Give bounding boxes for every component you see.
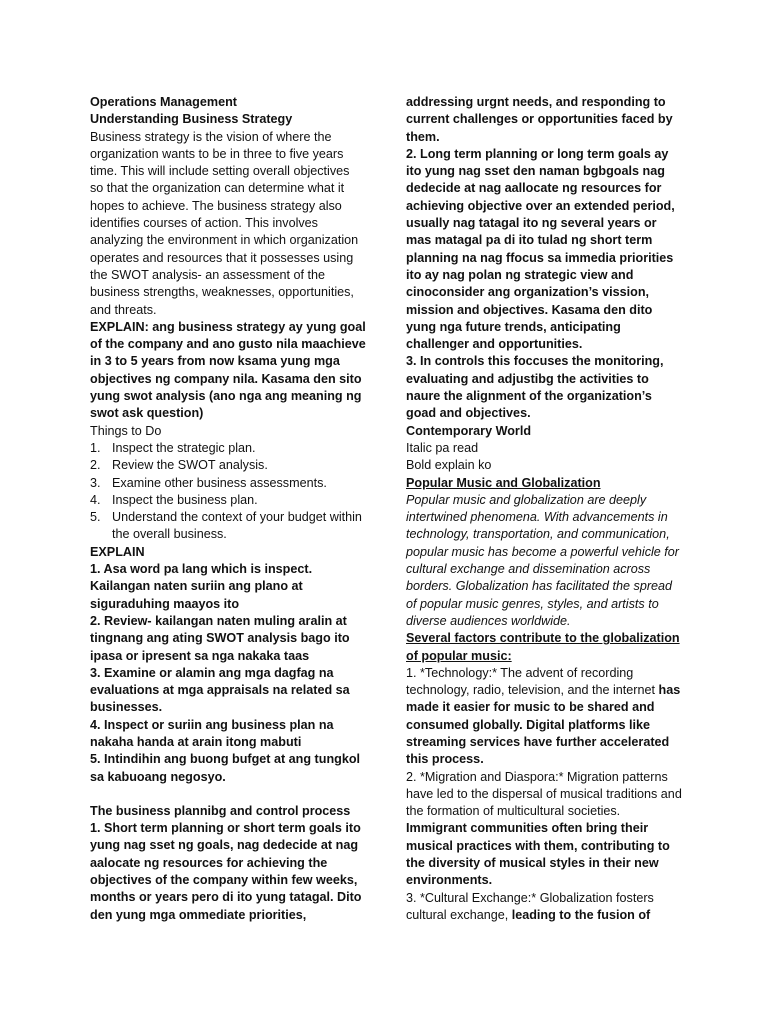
factor-2 [406, 769, 682, 890]
explain-item: 3. Examine or alamin ang mga dagfag na evaluations at mga appraisals na related sa businesses. [90, 665, 350, 715]
list-item: 2. Review the SWOT analysis. [90, 458, 268, 473]
factor-1-text: 1. *Technology:* The advent of recording technology, radio, television, and the internet [406, 665, 659, 698]
contemporary-world-title: Contemporary World [406, 423, 532, 438]
right-column [406, 94, 682, 924]
italic-note: Italic pa read [406, 440, 479, 455]
factor-2-text: 2. *Migration and Diaspora:* Migration patterns have led to the dispersal of musical traditions and the formation of multicultural societies. [406, 769, 682, 819]
factors-heading: Several factors contribute to the globalization of popular music: [406, 631, 680, 663]
explain-item: 1. Asa word pa lang which is inspect. Kailangan naten suriin ang plano at siguraduhing maayos ito [90, 562, 313, 611]
section-heading-business-strategy: Understanding Business Strategy [90, 112, 293, 127]
factor-2-bold: Immigrant communities often bring their musical practices with them, contributing to the diversity of musical styles in their new environments. [406, 821, 670, 888]
planning-item-1: 1. Short term planning or short term goals ito yung nag sset ng goals, nag dedecide at nag aalocate ng resources for achieving the objectives of the company within few weeks, months or years pero di ito yung tatagal. Dito den yung mga ommediate priorities, [90, 821, 362, 922]
list-item: 4. Inspect the business plan. [90, 492, 258, 507]
explain-item: 5. Intindihin ang buong bufget at ang tungkol sa kabuoang negosyo. [90, 752, 361, 784]
bold-note: Bold explain ko [406, 458, 492, 473]
things-to-do-heading: Things to Do [90, 423, 162, 438]
factor-3 [406, 890, 682, 925]
things-to-do-list [90, 440, 366, 544]
planning-process-heading: The business plannibg and control process [90, 803, 351, 818]
popular-music-heading: Popular Music and Globalization [406, 475, 601, 490]
planning-item-1-continued: addressing urgnt needs, and responding to current challenges or opportunities faced by them. [406, 95, 673, 144]
factor-1 [406, 665, 682, 769]
list-item: 5. Understand the context of your budget within the overall business. [90, 510, 362, 542]
explain-paragraph: EXPLAIN: ang business strategy ay yung goal of the company and ano gusto nila maachieve in 3 to 5 years from now ksama yung mga objectives ng company nila. Kasama den sito yung swot analysis (ano nga ang meaning ng swot ask question) [90, 319, 366, 421]
planning-item-2: 2. Long term planning or long term goals ay ito yung nag sset den naman bgbgoals nag dedecide at nag aallocate ng resources for achieving objective over an extended period, usually nag tatagal ito ng several years or mas matagal pa di ito tulad ng short term planning na nag ffocus sa immedia priorities ito ay nag polan ng strategic view and cinoconsider ang organization’s vission, mission and objectives. Kasama den dito yung nga future trends, anticipating challenger and opportunities. [406, 146, 675, 352]
planning-item-3: 3. In controls this foccuses the monitoring, evaluating and adjustibg the activities to naure the alignment of the organization’s goad and objectives. [406, 354, 664, 421]
list-item: 1. Inspect the strategic plan. [90, 440, 256, 455]
explain-heading: EXPLAIN [90, 544, 145, 559]
popular-music-intro: Popular music and globalization are deeply intertwined phenomena. With advancements in technology, transportation, and communication, popular music has become a powerful vehicle for cultural exchange and dissemination across borders. Globalization has facilitated the spread of popular music genres, styles, and artists to diverse audiences worldwide. [406, 492, 680, 628]
factor-1-bold: has made it easier for music to be shared and consumed globally. Digital platforms like streaming services have further accelerated this process. [406, 683, 681, 767]
factor-3-text: 3. *Cultural Exchange:* Globalization fosters cultural exchange, [406, 890, 654, 922]
doc-title: Operations Management [90, 95, 237, 109]
factor-3-bold: leading to the fusion of [511, 907, 651, 922]
left-column [90, 94, 366, 924]
explain-item: 2. Review- kailangan naten muling aralin at tingnang ang ating SWOT analysis bago ito ipasa or ipresent sa nga nakaka taas [90, 613, 350, 663]
business-strategy-intro: Business strategy is the vision of where the organization wants to be in three to five years time. This will include setting overall objectives so that the organization can determine what it hopes to achieve. The business strategy also identifies courses of action. This involves analyzing the environment in which organization operates and resources that it possesses using the SWOT analysis- an assessment of the business strengths, weaknesses, opportunities, and threats. [90, 129, 359, 317]
list-item: 3. Examine other business assessments. [90, 475, 327, 490]
spacer [90, 786, 366, 803]
explain-item: 4. Inspect or suriin ang business plan na nakaha handa at arain itong mabuti [90, 717, 334, 749]
